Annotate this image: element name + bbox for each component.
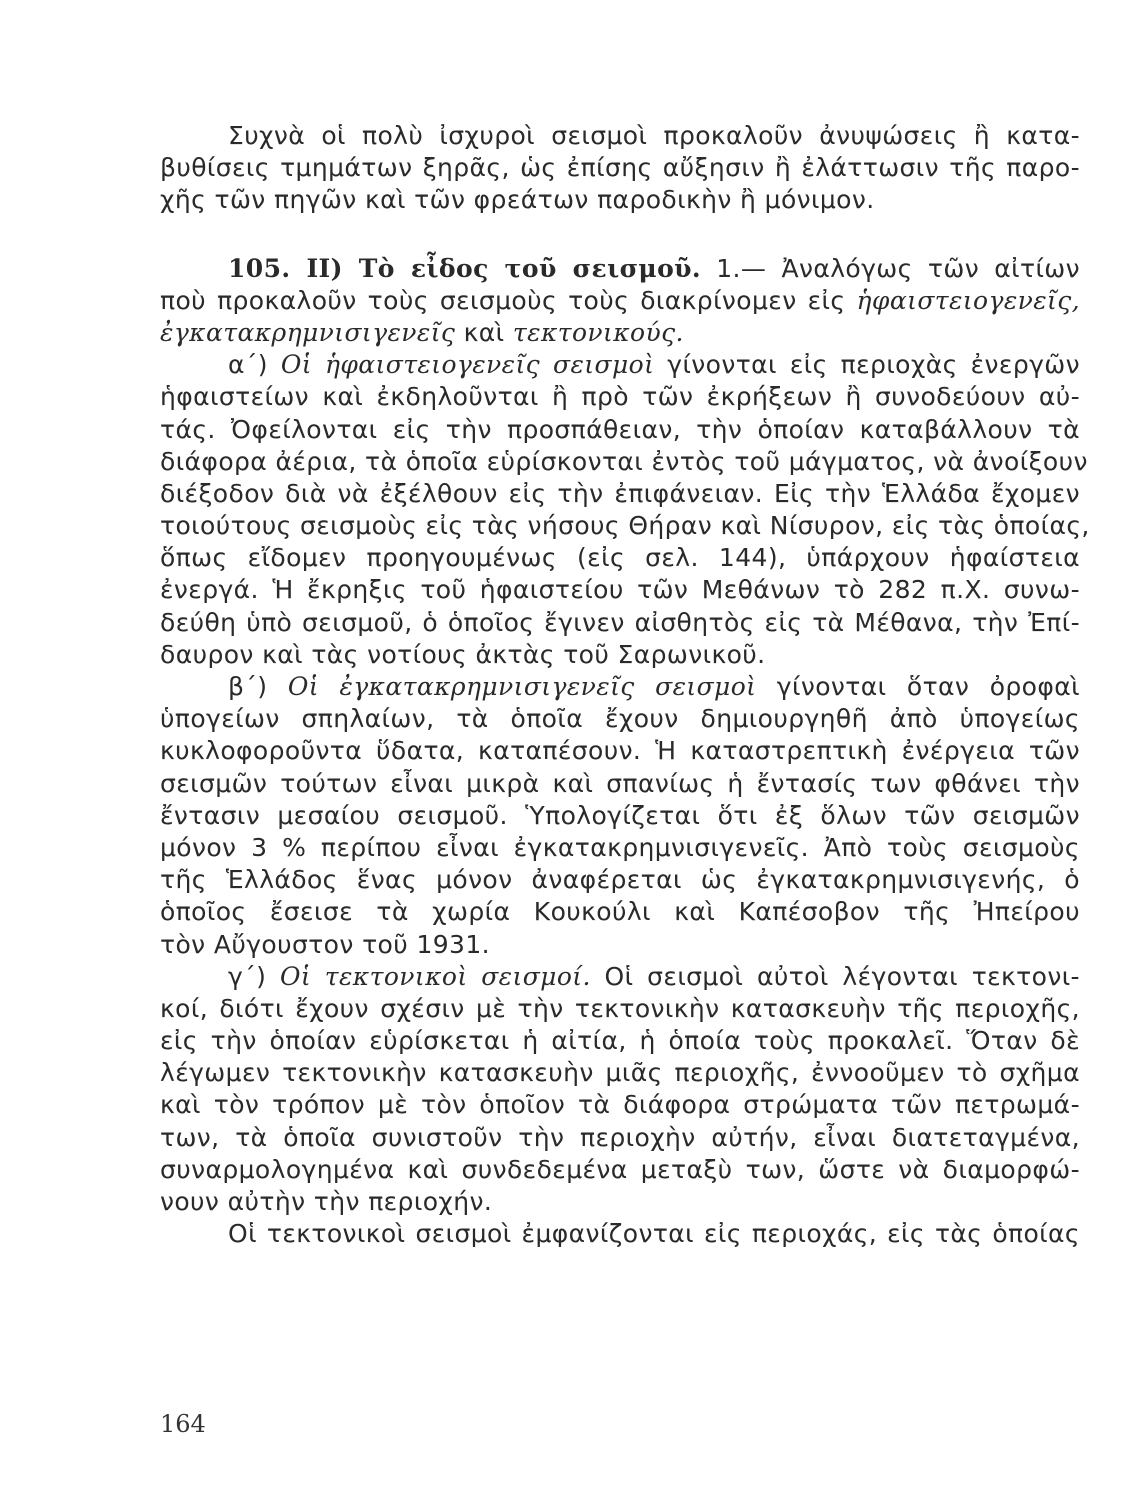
item-label: α΄) xyxy=(228,350,268,380)
text-line: λέγωμεν τεκτονικὴν κατασκευὴν μιᾶς περιοχῆς, ἐννοοῦμεν τὸ σχῆμα xyxy=(160,1058,1080,1088)
text-line: ὑπογείων σπηλαίων, τὰ ὁποῖα ἔχουν δημιουργηθῆ ἀπὸ ὑπογείως xyxy=(160,704,1080,734)
text-line: ἐγκατακρημνισιγενεῖς καὶ τεκτονικούς. xyxy=(160,317,684,347)
item-title: Οἱ τεκτονικοὶ σεισμοί. xyxy=(279,961,591,991)
text-line: τοιούτους σεισμοὺς εἰς τὰς νήσους Θήραν καὶ Νίσυρον, εἰς τὰς ὁποίας, xyxy=(160,511,1090,541)
text-line: ὁποῖος ἔσεισε τὰ χωρία Κουκούλι καὶ Καπέσοβον τῆς Ἠπείρου xyxy=(160,897,1080,927)
text-line: β΄) Οἱ ἐγκατακρημνισιγενεῖς σεισμοὶ γίνονται ὅταν ὀροφαὶ xyxy=(228,672,1080,701)
text-line: Συχνὰ οἱ πολὺ ἰσχυροὶ σεισμοὶ προκαλοῦν ἀνυψώσεις ἢ κατα- xyxy=(228,121,1080,150)
text-line: τῆς Ἑλλάδος ἕνας μόνον ἀναφέρεται ὡς ἐγκατακρημνισιγενής, ὁ xyxy=(160,865,1080,895)
text-line: σεισμῶν τούτων εἶναι μικρὰ καὶ σπανίως ἡ ἔντασίς των φθάνει τὴν xyxy=(160,768,1080,798)
text-line: τάς. Ὀφείλονται εἰς τὴν προσπάθειαν, τὴν ὁποίαν καταβάλλουν τὰ xyxy=(160,414,1080,444)
text-line: ἔντασιν μεσαίου σεισμοῦ. Ὑπολογίζεται ὅτι ἐξ ὅλων τῶν σεισμῶν xyxy=(160,800,1080,830)
text-line: βυθίσεις τμημάτων ξηρᾶς, ὡς ἐπίσης αὔξησιν ἢ ἐλάττωσιν τῆς παρο- xyxy=(160,153,1080,183)
text-line: ὅπως εἴδομεν προηγουμένως (εἰς σελ. 144), ὑπάρχουν ἡφαίστεια xyxy=(160,543,1080,573)
term-collapse: ἐγκατακρημνισιγενεῖς xyxy=(160,317,456,347)
paragraph-alpha xyxy=(160,349,1090,671)
section-heading: 105. II) Τὸ εἶδος τοῦ σεισμοῦ. xyxy=(228,253,702,283)
text-line: συναρμολογημένα καὶ συνδεδεμένα μεταξὺ των, ὥστε νὰ διαμορφώ- xyxy=(160,1154,1080,1184)
text-line: κυκλοφοροῦντα ὕδατα, καταπέσουν. Ἡ καταστρεπτικὴ ἐνέργεια τῶν xyxy=(160,736,1080,766)
text-line: χῆς τῶν πηγῶν καὶ τῶν φρεάτων παροδικὴν ἢ μόνιμον. xyxy=(160,185,875,215)
page-body xyxy=(160,120,1090,1250)
term-tectonic: τεκτονικούς. xyxy=(512,317,684,347)
text-line: τὸν Αὔγουστον τοῦ 1931. xyxy=(160,929,491,959)
text-line: δεύθη ὑπὸ σεισμοῦ, ὁ ὁποῖος ἔγινεν αἰσθητὸς εἰς τὰ Μέθανα, τὴν Ἐπί- xyxy=(160,607,1080,637)
paragraph-gamma xyxy=(160,961,1080,1219)
text-line xyxy=(160,253,1080,285)
text-line: καὶ τὸν τρόπον μὲ τὸν ὁποῖον τὰ διάφορα στρώματα τῶν πετρωμά- xyxy=(160,1090,1080,1120)
paragraph-uplift xyxy=(160,120,1080,217)
text-line: διάφορα ἀέρια, τὰ ὁποῖα εὑρίσκονται ἐντὸς τοῦ μάγματος, νὰ ἀνοίξουν xyxy=(160,446,1088,476)
text-line: νουν αὐτὴν τὴν περιοχήν. xyxy=(160,1187,493,1216)
text-line: εἰς τὴν ὁποίαν εὑρίσκεται ἡ αἰτία, ἡ ὁποία τοὺς προκαλεῖ. Ὅταν δὲ xyxy=(160,1026,1080,1056)
item-title: Οἱ ἡφαιστειογενεῖς σεισμοὶ xyxy=(280,350,655,380)
text-line: ἐνεργά. Ἡ ἔκρηξις τοῦ ἡφαιστείου τῶν Μεθάνων τὸ 282 π.Χ. συνω- xyxy=(160,575,1080,605)
text-line: γ΄) Οἱ τεκτονικοὶ σεισμοί. Οἱ σεισμοὶ αὐτοὶ λέγονται τεκτονι- xyxy=(228,961,1080,991)
text-line: διέξοδον διὰ νὰ ἐξέλθουν εἰς τὴν ἐπιφάνειαν. Εἰς τὴν Ἑλλάδα ἔχομεν xyxy=(160,478,1080,508)
item-title: Οἱ ἐγκατακρημνισιγενεῖς σεισμοὶ xyxy=(287,672,757,701)
section-intro: 1.— Ἀναλόγως τῶν αἰτίων xyxy=(716,253,1081,283)
paragraph-tectonic-regions xyxy=(160,1218,1080,1250)
text-line: Οἱ τεκτονικοὶ σεισμοὶ ἐμφανίζονται εἰς περιοχάς, εἰς τὰς ὁποίας xyxy=(228,1219,1080,1249)
text-line: μόνον 3 % περίπου εἶναι ἐγκατακρημνισιγενεῖς. Ἀπὸ τοὺς σεισμοὺς xyxy=(160,832,1080,862)
paragraph-beta xyxy=(160,671,1080,961)
page-number: 164 xyxy=(160,1410,206,1438)
section-105 xyxy=(160,253,1080,350)
text-line: κοί, διότι ἔχουν σχέσιν μὲ τὴν τεκτονικὴν κατασκευὴν τῆς περιοχῆς, xyxy=(160,993,1080,1023)
term-volcanic: ἡφαιστειογενεῖς, xyxy=(856,285,1080,315)
text-line: α΄) Οἱ ἡφαιστειογενεῖς σεισμοὶ γίνονται εἰς περιοχὰς ἐνεργῶν xyxy=(228,350,1080,380)
text-line: των, τὰ ὁποῖα συνιστοῦν τὴν περιοχὴν αὐτήν, εἶναι διατεταγμένα, xyxy=(160,1122,1080,1152)
text-line: ποὺ προκαλοῦν τοὺς σεισμοὺς τοὺς διακρίνομεν εἰς ἡφαιστειογενεῖς, xyxy=(160,285,1080,315)
item-label: β΄) xyxy=(228,672,268,701)
item-label: γ΄) xyxy=(228,961,267,991)
text-line: ἡφαιστείων καὶ ἐκδηλοῦνται ἢ πρὸ τῶν ἐκρήξεων ἢ συνοδεύουν αὐ- xyxy=(160,382,1080,412)
text-line: δαυρον καὶ τὰς νοτίους ἀκτὰς τοῦ Σαρωνικοῦ. xyxy=(160,639,766,669)
